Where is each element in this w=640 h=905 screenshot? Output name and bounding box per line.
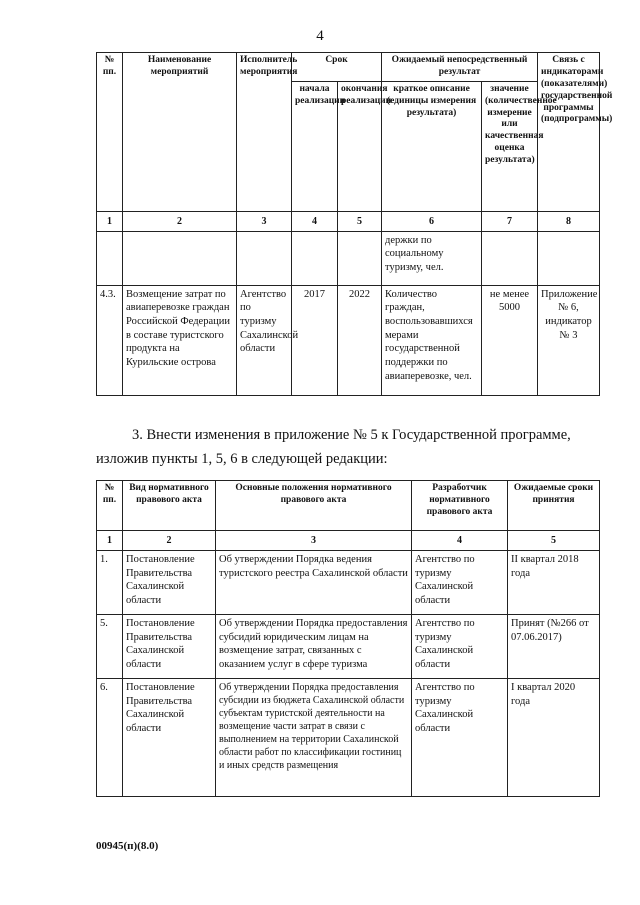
column-number-row [97, 531, 600, 551]
col-number: 4 [412, 531, 508, 551]
header-link: Связь с индикаторами (показателями) государственной программы (подпрограммы) [538, 53, 600, 212]
table-row [97, 615, 600, 679]
col-number: 3 [216, 531, 412, 551]
header-executor: Исполнитель мероприятия [237, 53, 292, 212]
table-row [97, 679, 600, 797]
cell-end: 2022 [338, 285, 382, 395]
header-result-value: значение (количественное измерение или качественная оценка результата) [482, 81, 538, 211]
regulations-table [96, 480, 600, 797]
header-result-desc: краткое описание (единицы измерения результата) [382, 81, 482, 211]
cell-provisions: Об утверждении Порядка предоставления субсидии из бюджета Сахалинской области субъектам туристской деятельности на возмещение части затрат в связи с выполнением на территории Сахалинской области работ по классификации гостиниц и иных средств размещения [216, 679, 412, 797]
header-developer: Разработчик нормативного правового акта [412, 481, 508, 531]
cell-value: не менее 5000 [482, 285, 538, 395]
column-number-row [97, 211, 600, 231]
col-number: 8 [538, 211, 600, 231]
cell-deadline: II квартал 2018 года [508, 551, 600, 615]
col-number: 5 [508, 531, 600, 551]
table-header-row [97, 53, 600, 82]
table-header-row [97, 481, 600, 531]
cell-kind: Постановление Правительства Сахалинской области [123, 679, 216, 797]
paragraph-line-2: изложив пункты 1, 5, 6 в следующей редакции: [96, 451, 388, 467]
document-code: 00945(п)(8.0) [96, 840, 159, 852]
cell-developer: Агентство по туризму Сахалинской области [412, 551, 508, 615]
table-row [97, 231, 600, 285]
cell-executor: Агентство по туризму Сахалинской области [237, 285, 292, 395]
cell-name: Возмещение затрат по авиаперевозке граждан Российской Федерации в составе туристского продукта на Курильские острова [123, 285, 237, 395]
header-name: Наименование мероприятий [123, 53, 237, 212]
cell-deadline: Принят (№266 от 07.06.2017) [508, 615, 600, 679]
table-row [97, 285, 600, 395]
cell-kind: Постановление Правительства Сахалинской области [123, 551, 216, 615]
cell-provisions: Об утверждении Порядка предоставления субсидий юридическим лицам на возмещение затрат, связанных с оказанием услуг в сфере туризма [216, 615, 412, 679]
cell-developer: Агентство по туризму Сахалинской области [412, 615, 508, 679]
col-number: 7 [482, 211, 538, 231]
table-row [97, 551, 600, 615]
header-num: № пп. [97, 53, 123, 212]
col-number: 1 [97, 531, 123, 551]
cell-link: Приложение № 6, индикатор № 3 [538, 285, 600, 395]
col-number: 1 [97, 211, 123, 231]
col-number: 6 [382, 211, 482, 231]
header-term-start: начала реализации [292, 81, 338, 211]
cell-num: 6. [97, 679, 123, 797]
col-number: 2 [123, 211, 237, 231]
col-number: 5 [338, 211, 382, 231]
header-provisions: Основные положения нормативного правового акта [216, 481, 412, 531]
cell-desc-continued: держки по социальному туризму, чел. [382, 231, 482, 285]
header-term-end: окончания реализации [338, 81, 382, 211]
cell-start: 2017 [292, 285, 338, 395]
header-num: № пп. [97, 481, 123, 531]
col-number: 2 [123, 531, 216, 551]
header-deadline: Ожидаемые сроки принятия [508, 481, 600, 531]
header-result: Ожидаемый непосредственный результат [382, 53, 538, 82]
cell-num: 1. [97, 551, 123, 615]
header-kind: Вид нормативного правового акта [123, 481, 216, 531]
header-term: Срок [292, 53, 382, 82]
cell-desc: Количество граждан, воспользовавшихся мерами государственной поддержки по авиаперевозке, чел. [382, 285, 482, 395]
cell-kind: Постановление Правительства Сахалинской области [123, 615, 216, 679]
cell-deadline: I квартал 2020 года [508, 679, 600, 797]
col-number: 3 [237, 211, 292, 231]
activities-table [96, 52, 613, 396]
cell-provisions: Об утверждении Порядка ведения туристского реестра Сахалинской области [216, 551, 412, 615]
cell-developer: Агентство по туризму Сахалинской области [412, 679, 508, 797]
cell-num: 5. [97, 615, 123, 679]
cell-num: 4.3. [97, 285, 123, 395]
paragraph-line-1: 3. Внести изменения в приложение № 5 к Государственной программе, [132, 427, 571, 443]
page-number: 4 [316, 28, 324, 44]
col-number: 4 [292, 211, 338, 231]
